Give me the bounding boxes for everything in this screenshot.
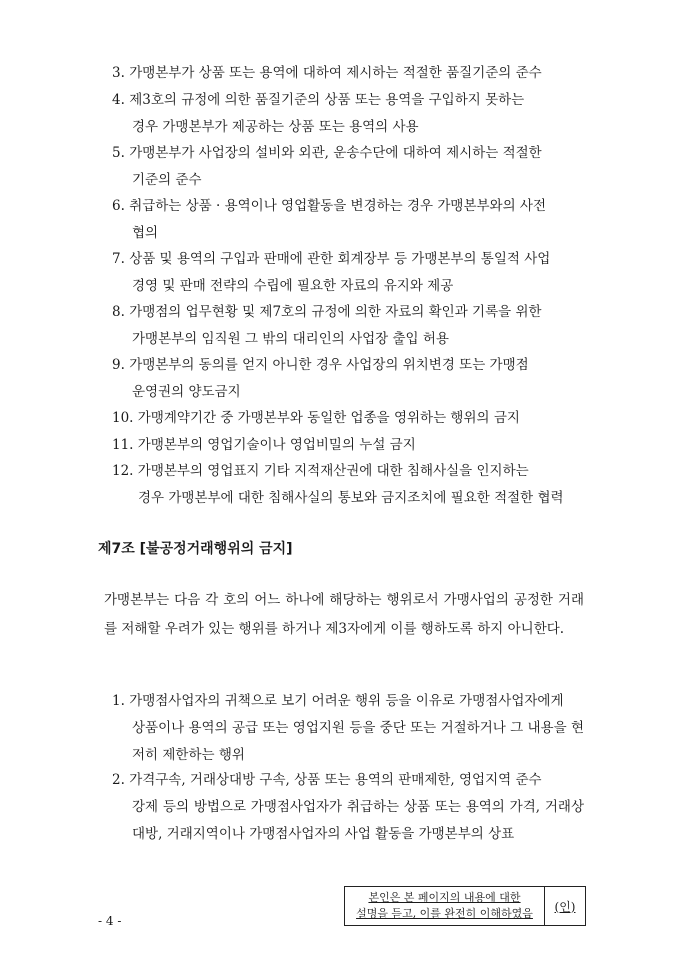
- list-item: 2. 가격구속, 거래상대방 구속, 상품 또는 용역의 판매제한, 영업지역 준수 강제 등의 방법으로 가맹점사업자가 취급하는 상품 또는 용역의 가격, 거래상대방, 거래지역이나 가맹점사업자의 사업 활동을 가맹본부의 상표: [112, 772, 584, 842]
- article-heading: 제7조 [불공정거래행위의 금지]: [98, 541, 293, 557]
- confirmation-box: [344, 886, 586, 926]
- list-item: 9. 가맹본부의 동의를 얻지 아니한 경우 사업장의 위치변경 또는 가맹점 운영권의 양도금지: [112, 357, 529, 400]
- confirmation-text: 본인은 본 페이지의 내용에 대한 설명을 듣고, 이를 완전히 이해하였음: [345, 887, 545, 925]
- list-item: 5. 가맹본부가 사업장의 설비와 외관, 운송수단에 대하여 제시하는 적절한 기준의 준수: [112, 145, 542, 188]
- list-item: 7. 상품 및 용역의 구입과 판매에 관한 회계장부 등 가맹본부의 통일적 사업 경영 및 판매 전략의 수립에 필요한 자료의 유지와 제공: [112, 251, 551, 294]
- list-item: 3. 가맹본부가 상품 또는 용역에 대하여 제시하는 적절한 품질기준의 준수: [112, 65, 542, 81]
- list-item: 1. 가맹점사업자의 귀책으로 보기 어려운 행위 등을 이유로 가맹점사업자에게 상품이나 용역의 공급 또는 영업지원 등을 중단 또는 거절하거나 그 내용을 현저히 제한하는 행위: [112, 693, 584, 763]
- page-number: - 4 -: [98, 914, 122, 928]
- list-item: 4. 제3호의 규정에 의한 품질기준의 상품 또는 용역을 구입하지 못하는 경우 가맹본부가 제공하는 상품 또는 용역의 사용: [112, 92, 525, 135]
- list-item: 12. 가맹본부의 영업표지 기타 지적재산권에 대한 침해사실을 인지하는 경우 가맹본부에 대한 침해사실의 통보와 금지조치에 필요한 적절한 협력: [112, 463, 564, 506]
- list-item: 10. 가맹계약기간 중 가맹본부와 동일한 업종을 영위하는 행위의 금지: [112, 410, 520, 426]
- article-intro: 가맹본부는 다음 각 호의 어느 하나에 해당하는 행위로서 가맹사업의 공정한 거래를 저해할 우려가 있는 행위를 하거나 제3자에게 이를 행하도록 하지 아니한다.: [104, 592, 584, 637]
- list-item: 6. 취급하는 상품 · 용역이나 영업활동을 변경하는 경우 가맹본부와의 사전 협의: [112, 198, 546, 241]
- list-item: 8. 가맹점의 업무현황 및 제7호의 규정에 의한 자료의 확인과 기록을 위한 가맹본부의 임직원 그 밖의 대리인의 사업장 출입 허용: [112, 304, 542, 347]
- seal-mark: (인): [554, 899, 576, 914]
- list-item: 11. 가맹본부의 영업기술이나 영업비밀의 누설 금지: [112, 437, 416, 453]
